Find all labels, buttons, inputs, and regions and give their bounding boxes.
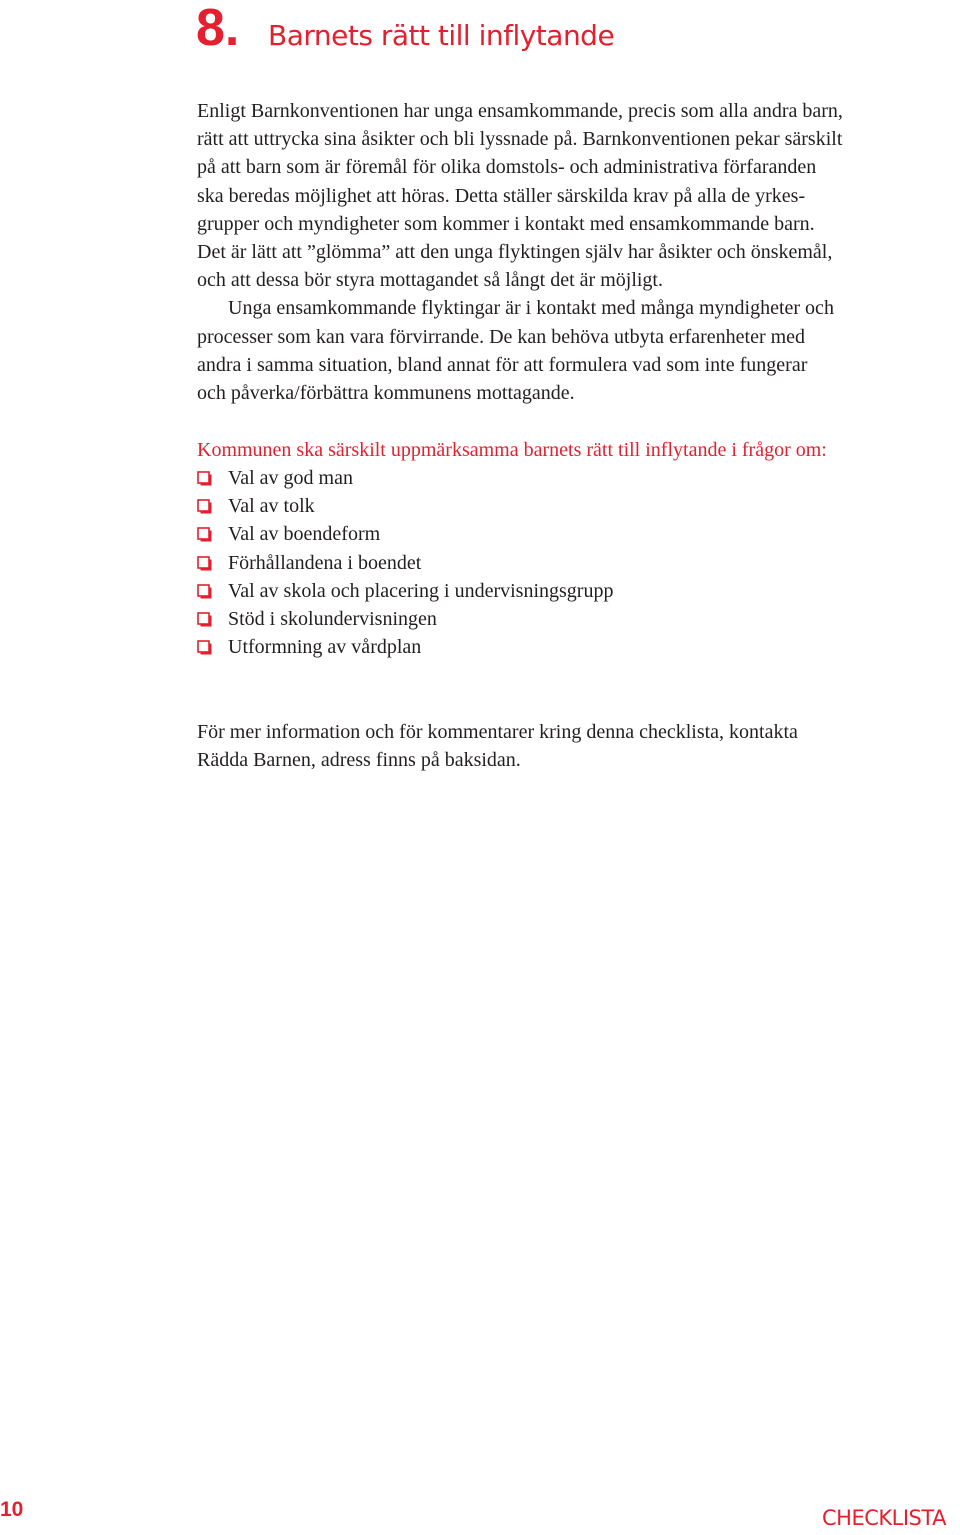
checklist-item-label: Förhållandena i boendet xyxy=(228,551,422,574)
checklist-item-label: Val av boendeform xyxy=(228,523,381,546)
section-title: Barnets rätt till inflytande xyxy=(268,19,615,52)
checklist-item xyxy=(197,633,613,661)
checkbox-icon xyxy=(197,556,212,571)
section-number: 8. xyxy=(196,0,240,57)
intro-line: andra i samma situation, bland annat för att formulera vad som inte fungerar xyxy=(197,353,808,376)
checklist-item-label: Stöd i skolundervisningen xyxy=(228,607,437,630)
contact-note-line: För mer information och för kommentarer kring denna checklista, kontakta xyxy=(197,721,798,743)
checklist-lead: Kommunen ska särskilt uppmärksamma barnets rätt till inflytande i frågor om: xyxy=(197,439,827,461)
checklist-item xyxy=(197,520,613,548)
intro-line: Enligt Barnkonventionen har unga ensamkommande, precis som alla andra barn, xyxy=(197,100,843,122)
intro-line: rätt att uttrycka sina åsikter och bli lyssnade på. Barnkonventionen pekar särskilt xyxy=(197,128,843,151)
intro-line: processer som kan vara förvirrande. De kan behöva utbyta erfarenheter med xyxy=(197,325,806,348)
checklist-item xyxy=(197,605,613,633)
checkbox-icon xyxy=(197,640,212,655)
checkbox-icon xyxy=(197,471,212,486)
checkbox-icon xyxy=(197,499,212,514)
checklist xyxy=(197,464,613,661)
checklist-item-label: Val av god man xyxy=(228,467,353,489)
checkbox-icon xyxy=(197,527,212,542)
intro-line: grupper och myndigheter som kommer i kontakt med ensamkommande barn. xyxy=(197,212,815,235)
intro-line: och påverka/förbättra kommunens mottagande. xyxy=(197,382,575,405)
checklist-item-label: Val av tolk xyxy=(228,495,315,518)
intro-text xyxy=(197,97,960,407)
contact-note-line: Rädda Barnen, adress finns på baksidan. xyxy=(197,749,521,772)
intro-line: Unga ensamkommande flyktingar är i kontakt med många myndigheter och xyxy=(228,297,834,320)
intro-line: på att barn som är föremål för olika domstols- och administrativa förfaranden xyxy=(197,156,817,179)
page-number: 10 xyxy=(0,1498,24,1521)
checklist-item xyxy=(197,549,613,577)
checklist-item-label: Val av skola och placering i undervisningsgrupp xyxy=(228,579,614,602)
intro-line: Det är lätt att ”glömma” att den unga flyktingen själv har åsikter och önskemål, xyxy=(197,241,833,264)
checklist-item xyxy=(197,577,613,605)
checklist-item xyxy=(197,464,613,492)
intro-line: och att dessa bör styra mottagandet så långt det är möjligt. xyxy=(197,269,663,292)
running-footer: CHECKLISTA xyxy=(822,1506,946,1530)
checklist-item xyxy=(197,492,613,520)
checklist-item-label: Utformning av vårdplan xyxy=(228,636,422,659)
intro-line: ska beredas möjlighet att höras. Detta ställer särskilda krav på alla de yrkes- xyxy=(197,184,806,207)
checkbox-icon xyxy=(197,584,212,599)
checkbox-icon xyxy=(197,612,212,627)
contact-note xyxy=(197,718,960,774)
